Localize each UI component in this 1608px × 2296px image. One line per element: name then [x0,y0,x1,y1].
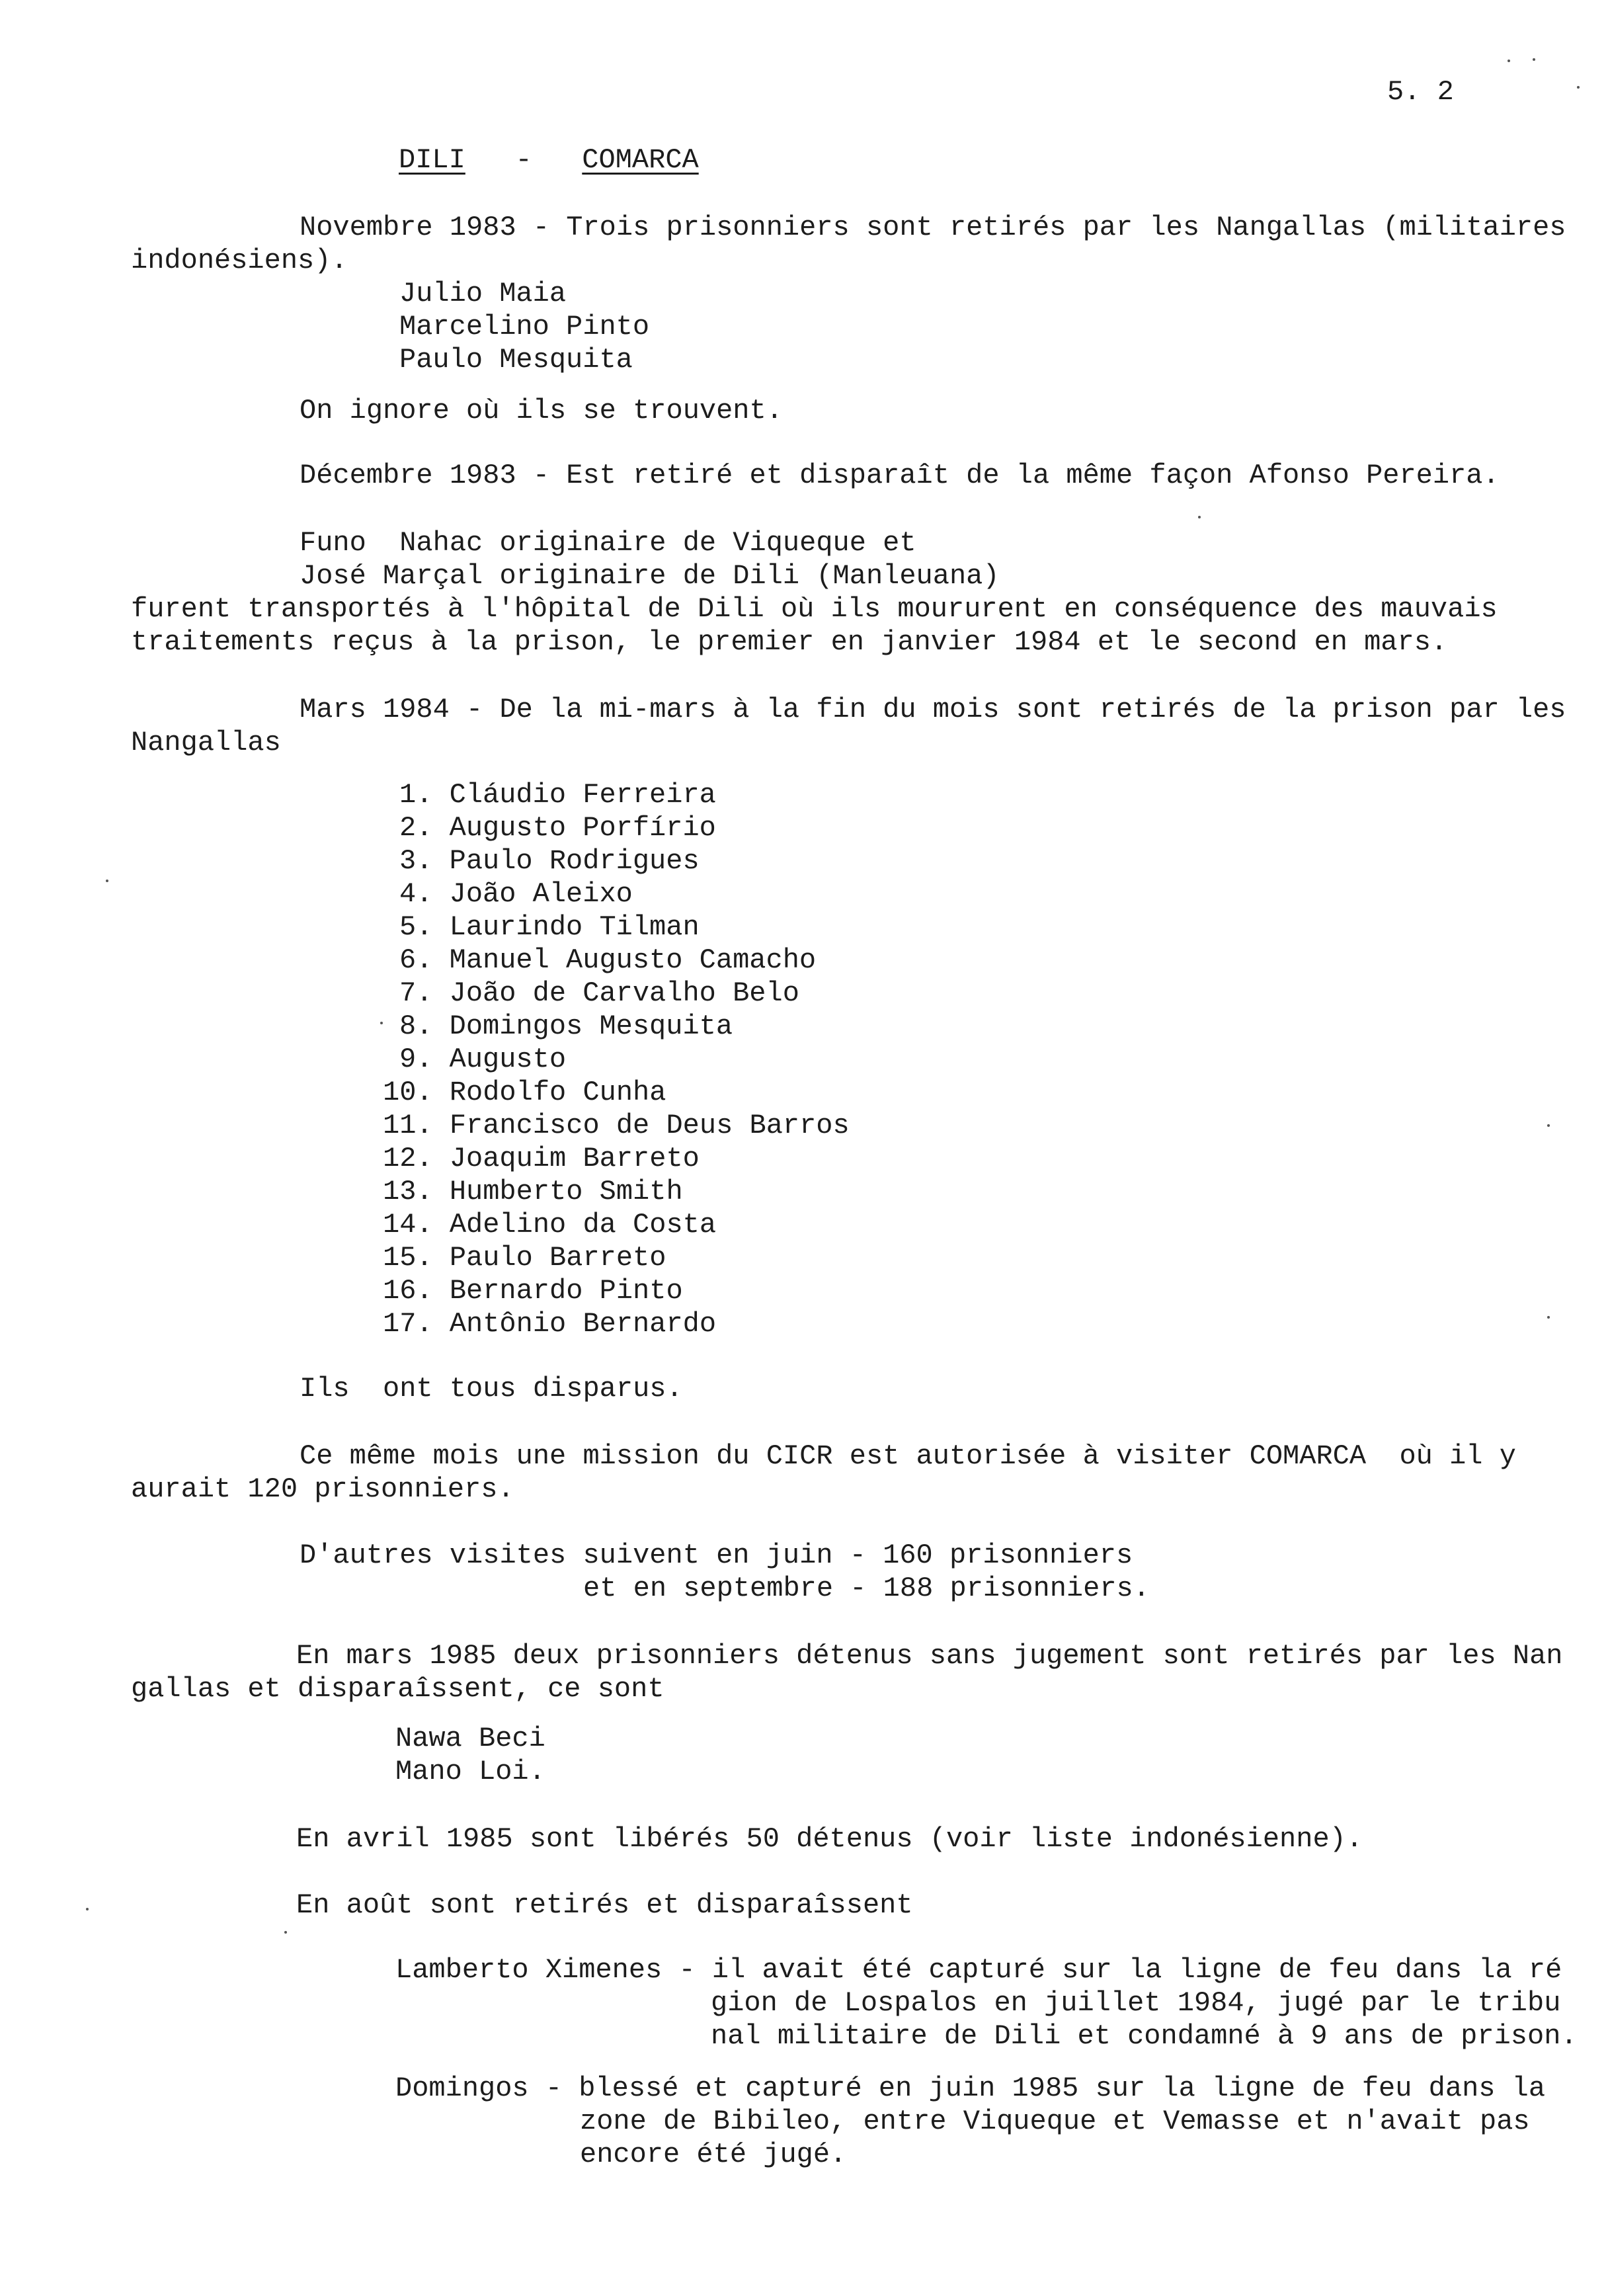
para-march-1984-line1: Mars 1984 - De la mi-mars à la fin du mois sont retirés de la prison par les [300,694,1566,725]
entry-domingos-line1: Domingos - blessé et capturé en juin 1985 sur la ligne de feu dans la [395,2072,1546,2104]
para-march-1984-line2: Nangallas [131,727,281,758]
list-item: 1. Cláudio Ferreira [399,779,716,811]
para-march-1985-line1: En mars 1985 deux prisonniers détenus sans jugement sont retirés par les Nan [296,1640,1563,1672]
prisoner-name: Julio Maia [399,278,567,309]
list-item: 14. Adelino da Costa [383,1209,717,1241]
scan-speck [1547,1124,1550,1127]
entry-domingos-line2: zone de Bibileo, entre Viqueque et Vemasse et n'avait pas [580,2106,1530,2137]
scan-speck [1533,58,1535,61]
list-item: 12. Joaquim Barreto [383,1143,700,1174]
scan-speck [284,1931,287,1934]
para-deaths-line4: traitements reçus à la prison, le premier en janvier 1984 et le second en mars. [131,626,1448,658]
list-item: 10. Rodolfo Cunha [383,1077,666,1108]
entry-lamberto-ximenes-line2: gion de Lospalos en juillet 1984, jugé par le tribu [711,1987,1561,2019]
list-item: 13. Humberto Smith [383,1176,683,1208]
list-item: 2. Augusto Porfírio [399,812,716,844]
list-item: 11. Francisco de Deus Barros [383,1110,850,1141]
scan-speck [1198,516,1201,518]
list-item: 7. João de Carvalho Belo [399,977,799,1009]
list-item: 16. Bernardo Pinto [383,1275,683,1307]
list-item: 4. João Aleixo [399,878,633,910]
title-dili: DILI [399,144,465,176]
para-december-1983: Décembre 1983 - Est retiré et disparaît de la même façon Afonso Pereira. [300,460,1500,491]
para-deaths-line1: Funo Nahac originaire de Viqueque et [300,527,916,559]
para-cicr-mission-line2: aurait 120 prisonniers. [131,1473,514,1505]
title-dash: - [515,144,532,176]
scan-speck [86,1908,89,1910]
list-item: 5. Laurindo Tilman [399,911,700,943]
entry-lamberto-ximenes-line1: Lamberto Ximenes - il avait été capturé sur la ligne de feu dans la ré [395,1954,1562,1986]
para-other-visits-line1: D'autres visites suivent en juin - 160 prisonniers [300,1539,1133,1571]
scan-speck [380,1022,383,1024]
para-other-visits-line2: et en septembre - 188 prisonniers. [583,1573,1150,1604]
list-item: 15. Paulo Barreto [383,1242,666,1274]
prisoner-name: Nawa Beci [395,1723,545,1754]
scan-speck [1547,1316,1550,1319]
list-item: 9. Augusto [399,1044,567,1075]
para-august: En août sont retirés et disparaîssent [296,1889,913,1921]
para-cicr-mission-line1: Ce même mois une mission du CICR est autorisée à visiter COMARCA où il y [300,1440,1516,1472]
scan-speck [106,880,108,882]
para-deaths-line3: furent transportés à l'hôpital de Dili où ils moururent en conséquence des mauvais [131,593,1498,625]
list-item: 3. Paulo Rodrigues [399,845,700,877]
para-unknown-location: On ignore où ils se trouvent. [300,395,783,427]
para-deaths-line2: José Marçal originaire de Dili (Manleuana) [300,560,1000,592]
para-april-1985: En avril 1985 sont libérés 50 détenus (voir liste indonésienne). [296,1823,1363,1855]
entry-domingos-line3: encore été jugé. [580,2139,847,2170]
title-comarca: COMARCA [582,144,699,176]
list-item: 17. Antônio Bernardo [383,1308,717,1340]
prisoner-name: Marcelino Pinto [399,311,650,343]
para-november-1983-line2: indonésiens). [131,245,348,276]
page-title [399,144,699,177]
para-march-1985-line2: gallas et disparaîssent, ce sont [131,1673,664,1705]
prisoner-name: Paulo Mesquita [399,344,633,376]
scan-speck [1508,60,1510,62]
list-item: 6. Manuel Augusto Camacho [399,944,817,976]
scan-speck [1577,86,1580,89]
prisoner-name: Mano Loi. [395,1756,545,1787]
page-number: 5. 2 [1387,76,1454,108]
para-all-disappeared: Ils ont tous disparus. [300,1373,683,1405]
list-item: 8. Domingos Mesquita [399,1010,733,1042]
entry-lamberto-ximenes-line3: nal militaire de Dili et condamné à 9 ans de prison. [711,2020,1578,2052]
para-november-1983-line1: Novembre 1983 - Trois prisonniers sont retirés par les Nangallas (militaires [300,212,1566,243]
